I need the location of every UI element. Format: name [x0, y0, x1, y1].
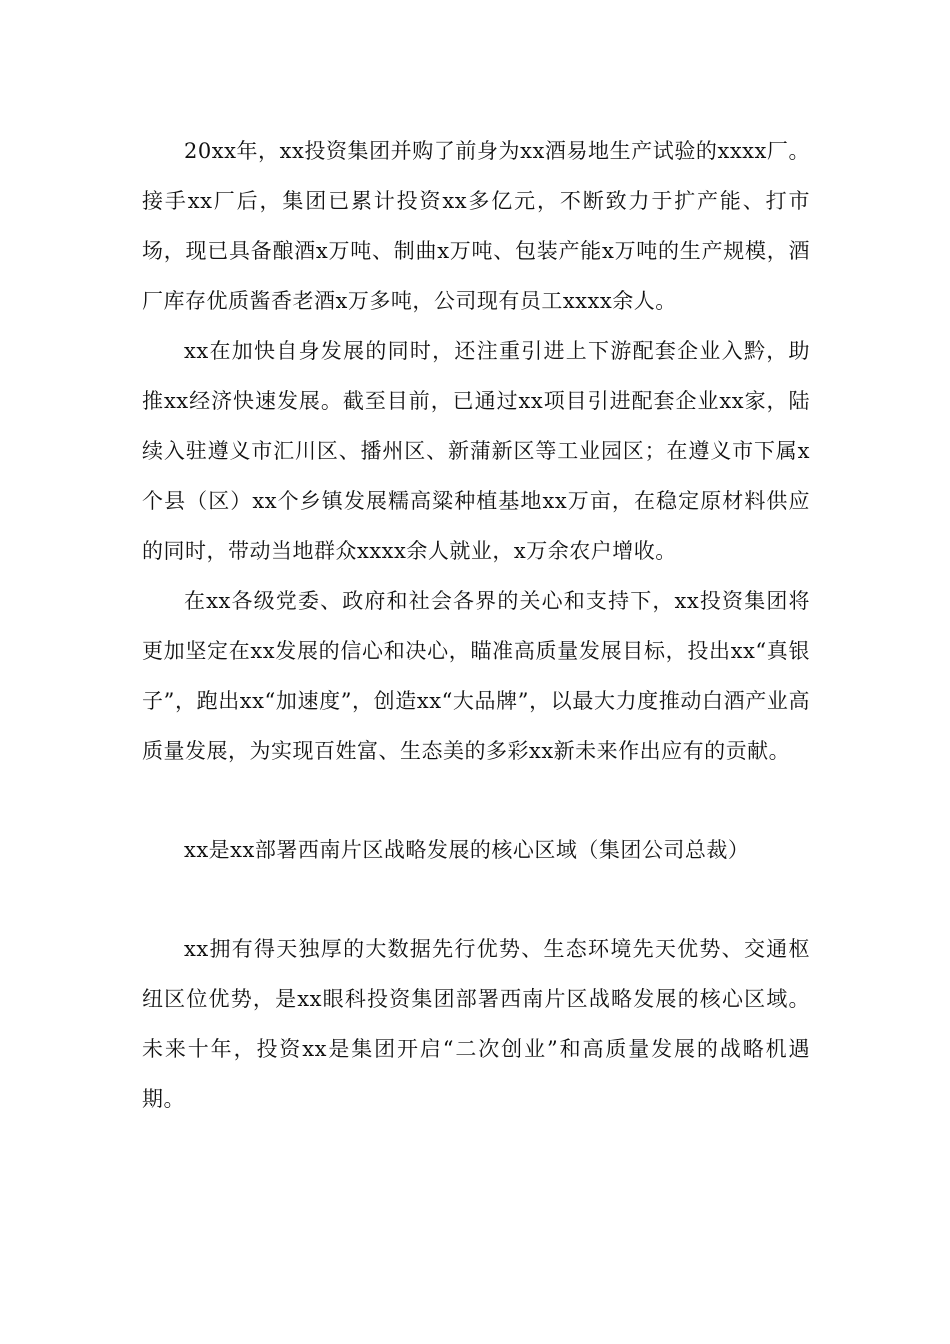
- paragraph-strategic-region: xx拥有得天独厚的大数据先行优势、生态环境先天优势、交通枢纽区位优势，是xx眼科投资集团部署西南片区战略发展的核心区域。未来十年，投资xx是集团开启“二次创业”和高质量发展的战略机遇期。: [142, 937, 810, 1111]
- spacer: [142, 875, 810, 924]
- spacer: [142, 776, 810, 825]
- paragraph-development-goal: 在xx各级党委、政府和社会各界的关心和支持下，xx投资集团将更加坚定在xx发展的信心和决心，瞄准高质量发展目标，投出xx“真银子”，跑出xx“加速度”，创造xx“大品牌”，以最大力度推动白酒产业高质量发展，为实现百姓富、生态美的多彩xx新未来作出应有的贡献。: [142, 589, 810, 763]
- paragraph-supply-chain: xx在加快自身发展的同时，还注重引进上下游配套企业入黔，助推xx经济快速发展。截至目前，已通过xx项目引进配套企业xx家，陆续入驻遵义市汇川区、播州区、新蒲新区等工业园区；在遵义市下属x个县（区）xx个乡镇发展糯高粱种植基地xx万亩，在稳定原材料供应的同时，带动当地群众xxxx余人就业，x万余农户增收。: [142, 339, 810, 563]
- section-heading: xx是xx部署西南片区战略发展的核心区域（集团公司总裁）: [184, 838, 750, 862]
- document-body: [142, 126, 810, 1124]
- paragraph-acquisition: 20xx年，xx投资集团并购了前身为xx酒易地生产试验的xxxx厂。接手xx厂后，集团已累计投资xx多亿元，不断致力于扩产能、打市场，现已具备酿酒x万吨、制曲x万吨、包装产能x万吨的生产规模，酒厂库存优质酱香老酒x万多吨，公司现有员工xxxx余人。: [142, 139, 810, 313]
